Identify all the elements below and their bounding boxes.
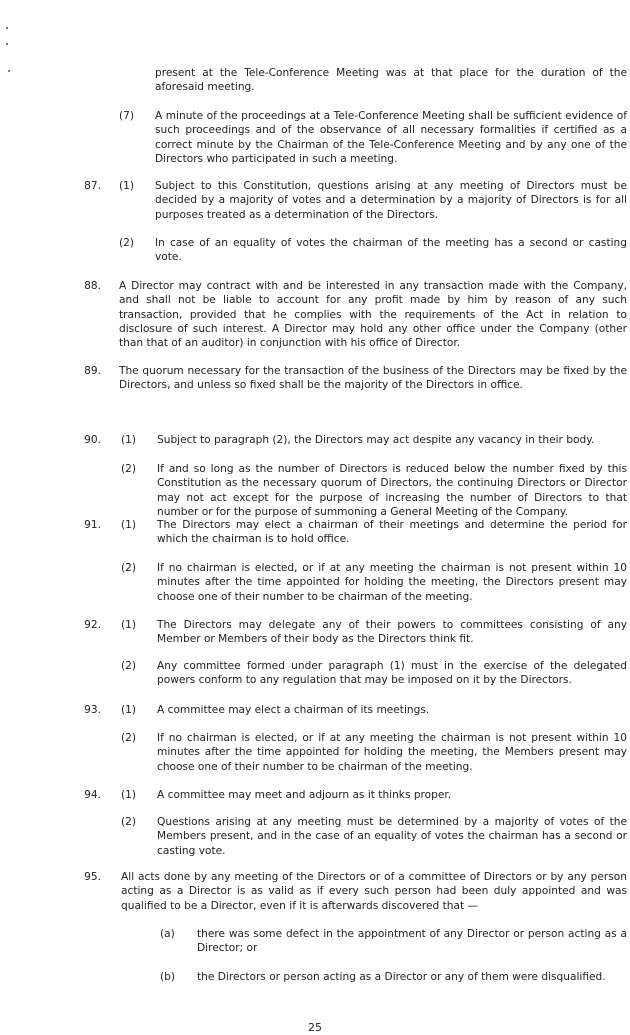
scan-mark	[6, 43, 8, 45]
sub-label: (1)	[121, 519, 137, 531]
sub-text: The Directors may elect a chairman of their meetings and determine the period for which the chairman is to hold office.	[157, 519, 627, 546]
sub-text: If and so long as the number of Directors is reduced below the number fixed by this Constitution as the necessary quorum of Directors, the continuing Directors or Director may not act except for the purpose of increasing the number of Directors to that number or for the purpose of summoning a General Meeting of the Company.	[157, 463, 627, 518]
sub-text: Any committee formed under paragraph (1) must in the exercise of the delegated powers conform to any regulation that may be imposed on it by the Directors.	[157, 660, 627, 687]
item-label: (a)	[160, 928, 175, 940]
clause-number: 92.	[84, 619, 101, 631]
item-label: (b)	[160, 971, 175, 983]
sub-text: Subject to this Constitution, questions arising at any meeting of Directors must be decided by a majority of votes and a determination by a majority of Directors is for all purposes treated as a determination of the Directors.	[155, 180, 627, 221]
clause-text: The quorum necessary for the transaction of the business of the Directors may be fixed by the Directors, and unless so fixed shall be the majority of the Directors in office.	[119, 365, 627, 392]
sub-text: If no chairman is elected, or if at any meeting the chairman is not present within 10 minutes after the time appointed for holding the meeting, the Members present may choose one of their number to be chairman of the meeting.	[157, 732, 627, 773]
sub-label: (7)	[119, 110, 135, 122]
sub-label: (2)	[121, 660, 137, 672]
sub-text: A minute of the proceedings at a Tele-Conference Meeting shall be sufficient evidence of such proceedings and of the observance of all necessary formalities if certified as a correct minute by the Chairman of the Tele-Conference Meeting and by any one of the Directors who participated in such a meeting.	[155, 110, 627, 165]
clause-number: 89.	[84, 365, 101, 377]
sub-label: (2)	[119, 237, 135, 249]
clause-number: 95.	[84, 871, 101, 883]
sub-text: Subject to paragraph (2), the Directors may act despite any vacancy in their body.	[157, 434, 595, 446]
page-number: 25	[308, 1021, 322, 1034]
sub-text: Questions arising at any meeting must be determined by a majority of votes of the Members present, and in the case of an equality of votes the chairman has a second or casting vote.	[157, 816, 627, 857]
sub-label: (1)	[121, 434, 137, 446]
sub-label: (2)	[121, 562, 137, 574]
clause-text: All acts done by any meeting of the Directors or of a committee of Directors or by any person acting as a Director is as valid as if every such person had been duly appointed and was qualified to be a Director, even if it is afterwards discovered that —	[121, 871, 627, 912]
sub-text: The Directors may delegate any of their powers to committees consisting of any Member or Members of their body as the Directors think fit.	[157, 619, 627, 646]
clause-text: A Director may contract with and be interested in any transaction made with the Company, and shall not be liable to account for any profit made by him by reason of any such transaction, provided that he complies with the requirements of the Act in relation to disclosure of such interest. A Director may hold any other office under the Company (other than that of an auditor) in conjunction with his office of Director.	[119, 280, 627, 350]
clause-number: 91.	[84, 519, 101, 531]
sub-label: (1)	[119, 180, 135, 192]
clause-number: 87.	[84, 180, 101, 192]
clause-number: 94.	[84, 789, 101, 801]
item-text: the Directors or person acting as a Director or any of them were disqualified.	[197, 971, 606, 983]
clause-number: 93.	[84, 704, 101, 716]
sub-label: (2)	[121, 463, 137, 475]
sub-text: If no chairman is elected, or if at any meeting the chairman is not present within 10 minutes after the time appointed for holding the meeting, the Directors present may choose one of their number to be chairman of the meeting.	[157, 562, 627, 603]
scan-mark	[8, 70, 10, 72]
clause-number: 88.	[84, 280, 101, 292]
clause-number: 90.	[84, 434, 101, 446]
sub-label: (1)	[121, 789, 137, 801]
sub-text: A committee may meet and adjourn as it thinks proper.	[157, 789, 452, 801]
sub-label: (1)	[121, 619, 137, 631]
sub-text: In case of an equality of votes the chairman of the meeting has a second or casting vote.	[155, 237, 627, 264]
sub-label: (2)	[121, 732, 137, 744]
sub-text: A committee may elect a chairman of its meetings.	[157, 704, 430, 716]
sub-label: (1)	[121, 704, 137, 716]
scan-mark	[6, 27, 8, 29]
item-text: there was some defect in the appointment of any Director or person acting as a Director; or	[197, 928, 627, 955]
continuation-text: present at the Tele-Conference Meeting was at that place for the duration of the aforesaid meeting.	[155, 67, 627, 94]
sub-label: (2)	[121, 816, 137, 828]
